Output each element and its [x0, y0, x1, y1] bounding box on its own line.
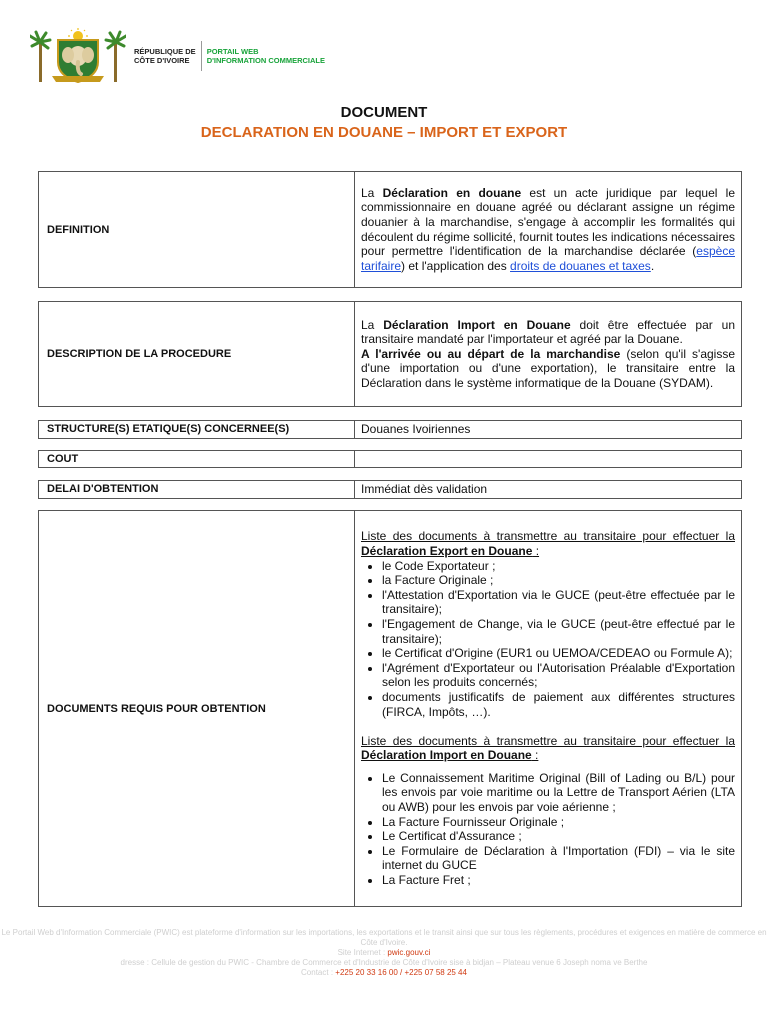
- footer-contact-numbers: +225 20 33 16 00 / +225 07 58 25 44: [335, 968, 467, 977]
- list-item: • documents justificatifs de paiement aux différentes structures (FIRCA, Impôts, …).: [382, 690, 735, 719]
- definition-text-part: La: [361, 185, 383, 200]
- definition-text-part: ) et l'application des: [401, 258, 511, 273]
- portal-line-1: PORTAIL WEB: [206, 47, 259, 56]
- ivory-coast-coat-of-arms-icon: [30, 28, 126, 84]
- list-item: • l'Agrément d'Exportateur ou l'Autorisation Préalable d'Exportation selon les produits concernés;: [382, 661, 735, 690]
- export-intro-colon: :: [532, 543, 540, 558]
- spacer: [361, 763, 735, 771]
- procedure-paragraph-2: [361, 347, 735, 391]
- import-declaration-name: Déclaration Import en Douane: [361, 748, 532, 763]
- footer-contact: [0, 968, 768, 978]
- export-intro: [361, 529, 735, 558]
- procedure-text-part: doit être effectuée par un transitaire mandaté par l'importateur et agréé par la Douane.: [361, 317, 735, 347]
- list-item: • La Facture Fournisseur Originale ;: [382, 815, 735, 830]
- cout-table: [38, 450, 742, 468]
- droits-de-douanes-link[interactable]: droits de douanes et taxes: [510, 258, 651, 273]
- delai-table: [38, 480, 742, 499]
- procedure-emphasis: A l'arrivée ou au départ de la marchandise: [361, 346, 621, 361]
- cout-value: [355, 451, 742, 468]
- documents-label: DOCUMENTS REQUIS POUR OBTENTION: [39, 511, 355, 907]
- cout-label: COUT: [39, 451, 355, 468]
- espece-tarifaire-link[interactable]: espèce tarifaire: [361, 244, 735, 273]
- portal-line-2: D'INFORMATION COMMERCIALE: [206, 56, 325, 65]
- import-intro-colon: :: [531, 748, 539, 763]
- procedure-table: [38, 301, 742, 407]
- import-documents-list: [361, 771, 735, 888]
- procedure-paragraph-1: [361, 318, 735, 347]
- document-subtitle: DECLARATION EN DOUANE – IMPORT ET EXPORT: [200, 124, 568, 141]
- footer-address: dresse : Cellule de gestion du PWIC - Chambre de Commerce et d'Industrie de Côte d'Ivoire sise à bidjan – Plateau venue 6 Joseph noma ve Berthe: [120, 958, 648, 967]
- structures-table: [38, 420, 742, 439]
- portal-name: [207, 47, 325, 65]
- list-item: • La Facture Fret ;: [382, 873, 735, 888]
- republic-line-2: CÔTE D'IVOIRE: [134, 56, 190, 65]
- header-divider: [201, 41, 202, 71]
- procedure-label: DESCRIPTION DE LA PROCEDURE: [39, 302, 355, 407]
- definition-table: [38, 171, 742, 288]
- definition-label: DEFINITION: [39, 172, 355, 288]
- structures-label: STRUCTURE(S) ETATIQUE(S) CONCERNEE(S): [39, 421, 355, 439]
- procedure-term: Déclaration Import en Douane: [383, 317, 571, 332]
- footer-contact-label: Contact :: [301, 968, 336, 977]
- footer-site-label: Site Internet :: [337, 948, 388, 957]
- definition-text-part: est un acte juridique par lequel le commissionnaire en douane agréé ou déclarant assigne un régime douanier à la marchandise, s'engage à accomplir les formalités qui découlent du régime sollicité, fournit toutes les indications nécessaires pour permettre l'identification de la marchandise déclarée (: [361, 185, 735, 259]
- definition-text: [355, 172, 742, 288]
- document-title: DOCUMENT: [340, 104, 428, 121]
- export-intro-text: Liste des documents à transmettre au transitaire pour effectuer la: [361, 529, 735, 544]
- documents-content: [355, 511, 742, 907]
- structures-value: Douanes Ivoiriennes: [355, 421, 742, 439]
- definition-text-part: .: [650, 258, 655, 273]
- list-item: • Le Formulaire de Déclaration à l'Importation (FDI) – via le site internet du GUCE: [382, 844, 735, 873]
- list-item: • la Facture Originale ;: [382, 573, 735, 588]
- list-item: • Le Connaissement Maritime Original (Bill of Lading ou B/L) pour les envois par voie maritime ou la Lettre de Transport Aérien (LTA ou AWB) pour les envois par voie aérienne ;: [382, 771, 735, 815]
- spacer: [361, 719, 735, 734]
- list-item: • le Code Exportateur ;: [382, 559, 735, 574]
- footer: [0, 928, 768, 978]
- list-item: • Le Certificat d'Assurance ;: [382, 829, 735, 844]
- footer-site: [0, 948, 768, 958]
- export-documents-list: [361, 559, 735, 720]
- delai-label: DELAI D'OBTENTION: [39, 481, 355, 499]
- footer-description: Le Portail Web d'Information Commerciale (PWIC) est plateforme d'information sur les importations, les exportations et le transit ainsi que sur tous les règlements, procédures et exigences en matière de commerce en Côte d'Ivoire.: [1, 928, 767, 947]
- republic-line-1: RÉPUBLIQUE DE: [134, 47, 196, 56]
- import-intro-text: Liste des documents à transmettre au transitaire pour effectuer la: [361, 733, 735, 748]
- export-declaration-name: Déclaration Export en Douane: [361, 543, 533, 558]
- procedure-text-part: La: [361, 317, 384, 332]
- delai-value: Immédiat dès validation: [355, 481, 742, 499]
- list-item: • le Certificat d'Origine (EUR1 ou UEMOA/CEDEAO ou Formule A);: [382, 646, 735, 661]
- header: [30, 28, 325, 84]
- list-item: • l'Engagement de Change, via le GUCE (peut-être effectué par le transitaire);: [382, 617, 735, 646]
- procedure-text-part: (selon qu'il s'agisse d'une importation ou d'une exportation), le transitaire entre la Déclaration dans le système informatique de la Douane (SYDAM).: [361, 346, 736, 390]
- import-intro: [361, 734, 735, 763]
- documents-table: [38, 510, 742, 907]
- procedure-text: [355, 302, 742, 407]
- definition-term: Déclaration en douane: [382, 185, 522, 200]
- footer-site-link[interactable]: pwic.gouv.ci: [387, 948, 431, 957]
- republic-name: [134, 47, 196, 65]
- list-item: • l'Attestation d'Exportation via le GUCE (peut-être effectuée par le transitaire);: [382, 588, 735, 617]
